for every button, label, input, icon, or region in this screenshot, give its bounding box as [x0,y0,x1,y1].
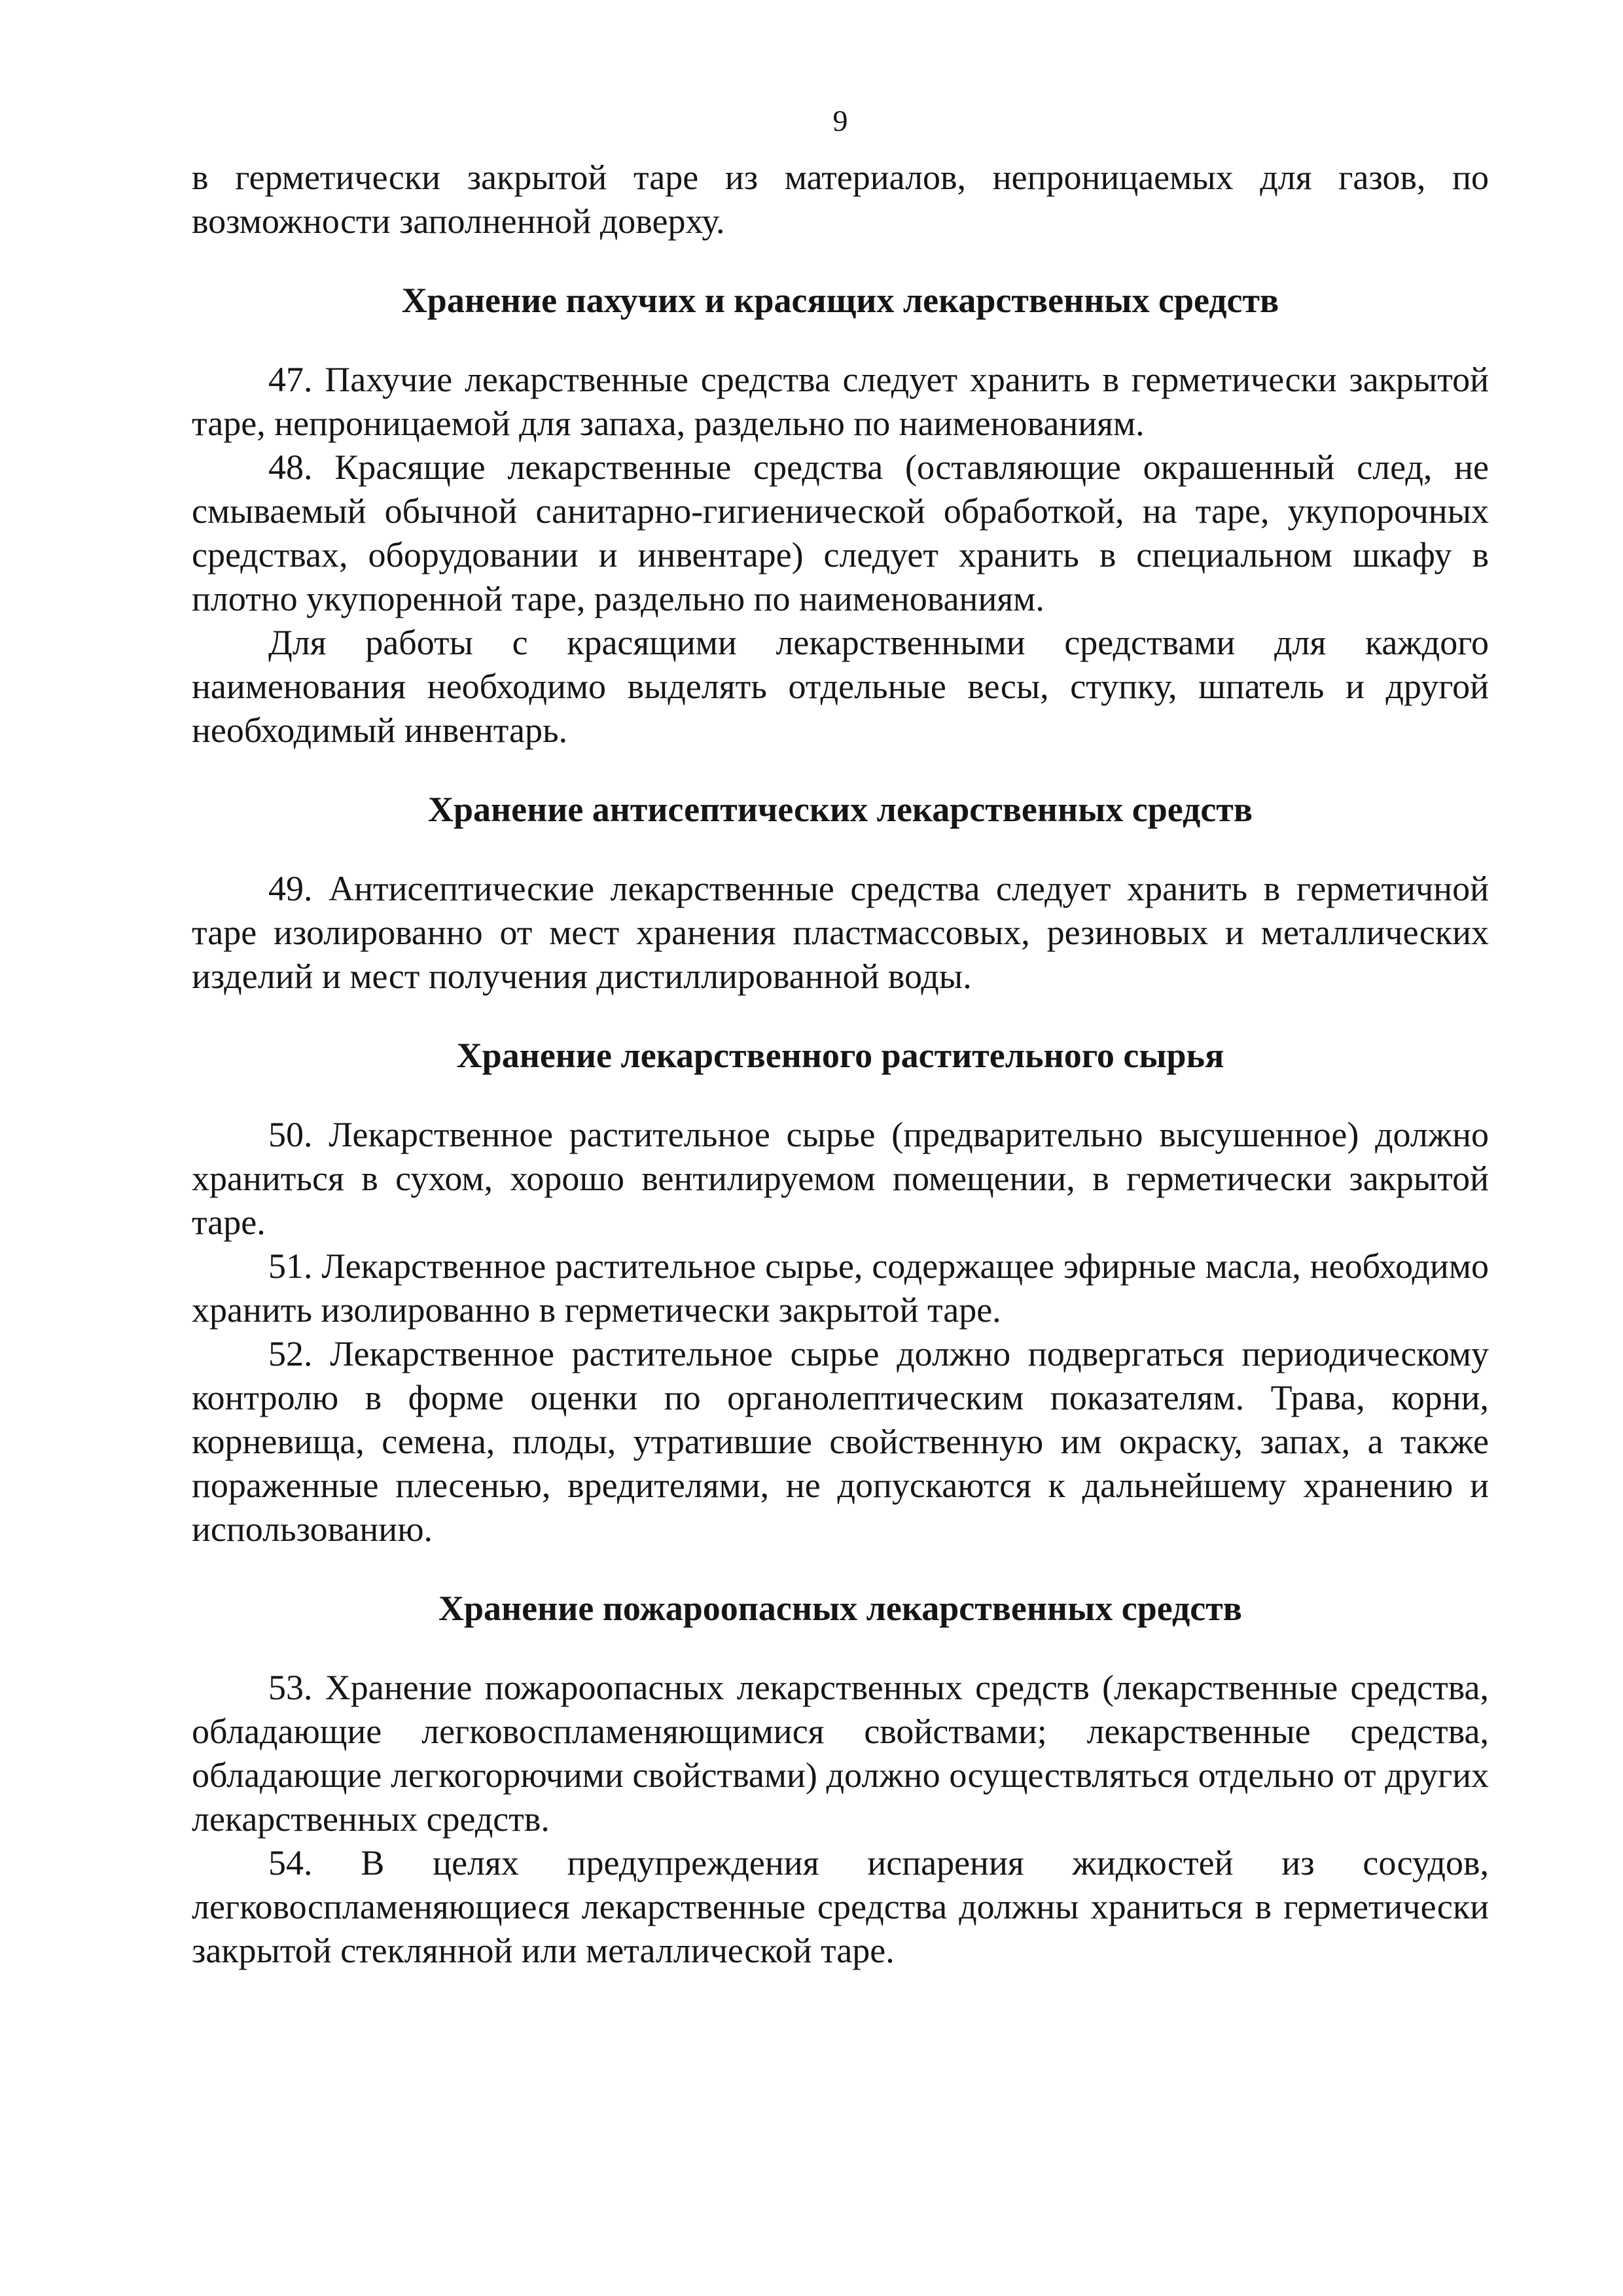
paragraph-53: 53. Хранение пожароопасных лекарственных средств (лекарственные средства, обладающие легковоспламеняющимися свойствами; лекарственные средства, обладающие легкогорючими свойствами) должно осуществляться отдельно от других лекарственных средств. [192,1668,1489,1839]
section-heading-antiseptic: Хранение антисептических лекарственных средств [427,790,1253,829]
paragraph-51: 51. Лекарственное растительное сырье, содержащее эфирные масла, необходимо хранить изолированно в герметически закрытой таре. [192,1246,1489,1330]
document-page [192,105,1489,1973]
section-heading-flammable: Хранение пожароопасных лекарственных средств [438,1589,1242,1628]
paragraph-48: 48. Красящие лекарственные средства (оставляющие окрашенный след, не смываемый обычной санитарно-гигиенической обработкой, на таре, укупорочных средствах, оборудовании и инвентаре) следует хранить в специальном шкафу в плотно укупоренной таре, раздельно по наименованиям. [192,448,1489,618]
section-heading-odorous-coloring: Хранение пахучих и красящих лекарственных средств [401,281,1279,320]
intro-paragraph: в герметически закрытой таре из материалов, непроницаемых для газов, по возможности заполненной доверху. [192,158,1489,241]
paragraph-48-continued: Для работы с красящими лекарственными средствами для каждого наименования необходимо выделять отдельные весы, ступку, шпатель и другой необходимый инвентарь. [192,623,1489,750]
paragraph-49: 49. Антисептические лекарственные средства следует хранить в герметичной таре изолированно от мест хранения пластмассовых, резиновых и металлических изделий и мест получения дистиллированной воды. [192,869,1489,996]
paragraph-52: 52. Лекарственное растительное сырье должно подвергаться периодическому контролю в форме оценки по органолептическим показателям. Трава, корни, корневища, семена, плоды, утратившие свойственную им окраску, запах, а также пораженные плесенью, вредителями, не допускаются к дальнейшему хранению и использованию. [192,1334,1489,1549]
page-number: 9 [832,104,848,137]
paragraph-47: 47. Пахучие лекарственные средства следует хранить в герметически закрытой таре, непроницаемой для запаха, раздельно по наименованиям. [192,360,1489,443]
section-heading-herbal-raw-materials: Хранение лекарственного растительного сырья [456,1036,1224,1075]
paragraph-54: 54. В целях предупреждения испарения жидкостей из сосудов, легковоспламеняющиеся лекарственные средства должны храниться в герметически закрытой стеклянной или металлической таре. [192,1843,1489,1970]
paragraph-50: 50. Лекарственное растительное сырье (предварительно высушенное) должно храниться в сухом, хорошо вентилируемом помещении, в герметически закрытой таре. [192,1115,1489,1242]
